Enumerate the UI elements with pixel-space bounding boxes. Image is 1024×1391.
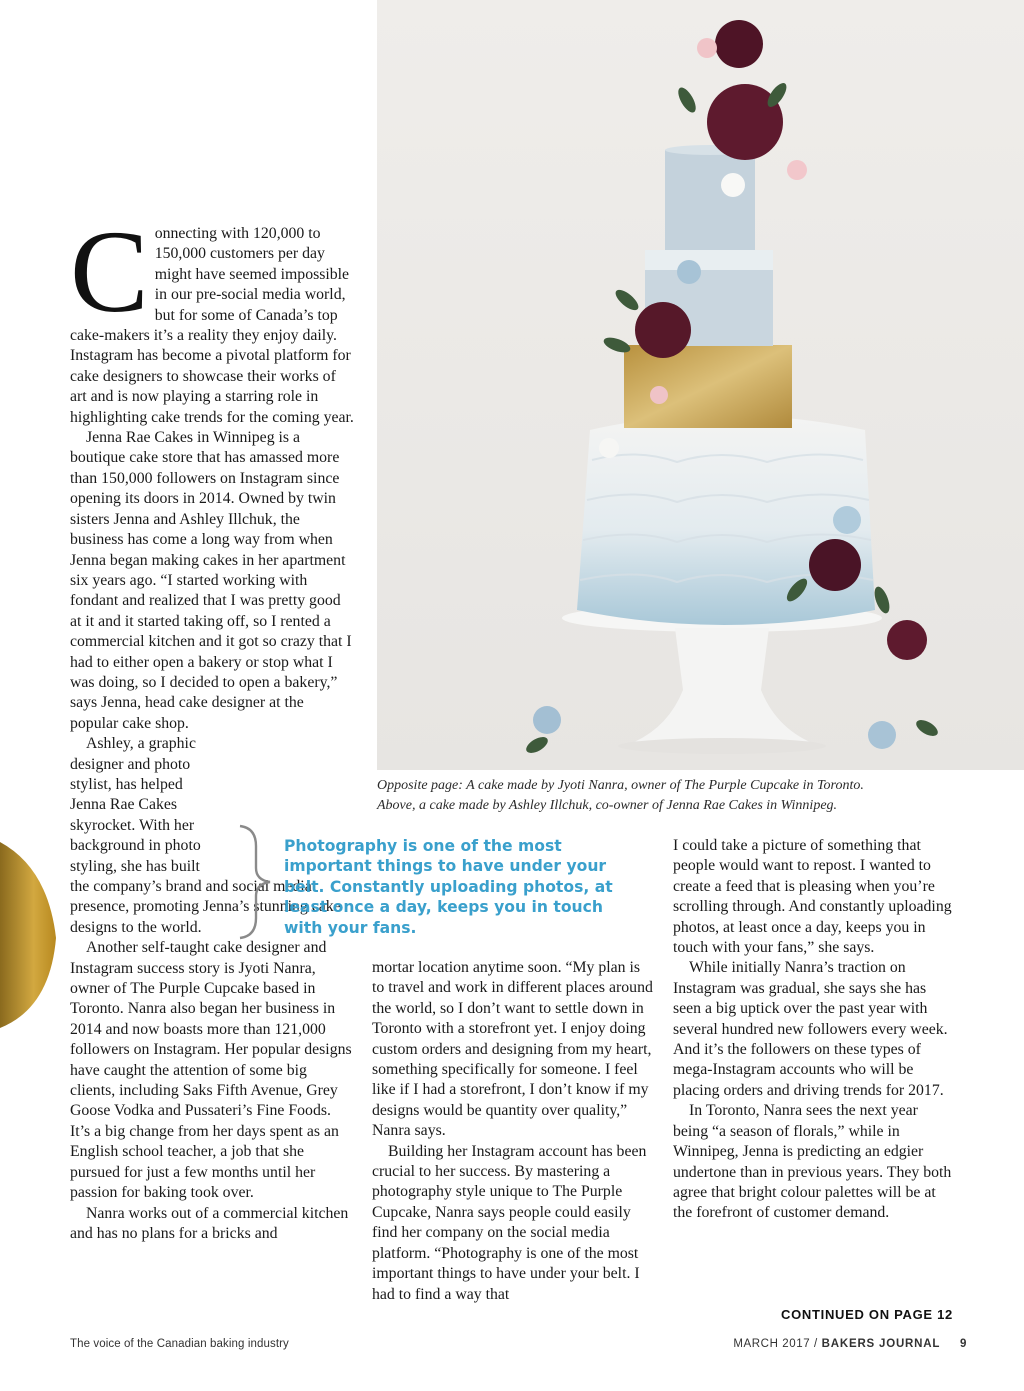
paragraph: While initially Nanra’s traction on Instagram was gradual, she says she has seen a big uptick over the past year with several hundred new followers every week. And it’s the followers on these types of mega-Instagram accounts who will be placing orders and driving trends for 2017. (673, 959, 948, 1099)
drop-cap: C (70, 206, 149, 337)
paragraph: Another self-taught cake designer and Instagram success story is Jyoti Nanra, owner of The Purple Cupcake based in Toronto. Nanra also began her business in 2014 and now boasts more than 121,000 followers on Instagram. Her popular designs have caught the attention of some big clients, including Saks Fifth Avenue, Grey Goose Vodka and Pussateri’s Fine Foods. It’s a big change from her days spent as an English school teacher, a job that she pursued for just a few months until her passion for baking took over. (70, 939, 352, 1202)
gold-plate-edge-icon (0, 828, 60, 1038)
paragraph: Jenna Rae Cakes in Winnipeg is a boutique cake store that has amassed more than 150,000 followers on Instagram since opening its doors in 2014. Owned by twin sisters Jenna and Ashley Illchuk, the business has come a long way from when Jenna began making cakes in her apartment six years ago. “I started working with fondant and realized that I was pretty good at it and it started taking off, so I rented a commercial kitchen and it got so crazy that I had to either open a bakery or stop what I was doing, so I decided to open a bakery,” says Jenna, head cake designer at the popular cake shop. (70, 429, 352, 732)
pull-quote (230, 822, 630, 942)
footer-tagline: The voice of the Canadian baking industry (70, 1338, 289, 1350)
footer-issue: MARCH 2017 / (733, 1338, 818, 1350)
article-column-2 (372, 958, 654, 1305)
photo-caption (377, 776, 1017, 816)
article-column-3 (673, 836, 956, 1224)
footer-folio (733, 1338, 967, 1350)
article-column-1 (70, 206, 354, 1244)
continued-on-page-link[interactable]: CONTINUED ON PAGE 12 (781, 1307, 953, 1322)
paragraph: Building her Instagram account has been crucial to her success. By mastering a photography style unique to The Purple Cupcake, Nanra says people could easily find her company on the social media platform. “Photography is one of the most important things to have under your belt. I had to find a way that (372, 1142, 647, 1303)
page-number: 9 (960, 1338, 967, 1350)
cake-photo (377, 0, 1024, 770)
footer-publication: BAKERS JOURNAL (821, 1338, 941, 1350)
paragraph: I could take a picture of something that people would want to repost. I wanted to create a feed that is pleasing when you’re scrolling through. And constantly uploading photos, at least once a day, keeps you in touch with your fans,” she says. (673, 837, 952, 957)
paragraph: mortar location anytime soon. “My plan is to travel and work in different places around the world, so I don’t want to settle down in Toronto with a storefront yet. I enjoy doing custom orders and designing from my heart, something specifically for someone. I feel like if I had a storefront, I don’t know if my designs would be quantity over quality,” Nanra says. (372, 959, 653, 1140)
paragraph-text: Ashley, a graphic designer and photo stylist, has helped Jenna Rae Cakes skyrocket. With her background in photo styling, she has built the company’s brand and social media presence, promoting Jenna’s stunning cake designs to the world. (70, 735, 341, 936)
caption-line-1: Opposite page: A cake made by Jyoti Nanra, owner of The Purple Cupcake in Toronto. (377, 778, 864, 793)
paragraph: onnecting with 120,000 to 150,000 customers per day might have seemed impossible in our pre-social media world, but for some of Canada’s top cake-makers it’s a reality they enjoy daily. Instagram has become a pivotal platform for cake designers to showcase their works of art and is now playing a starring role in highlighting cake trends for the coming year. (70, 225, 354, 426)
curly-brace-icon (230, 822, 276, 942)
paragraph: Nanra works out of a commercial kitchen and has no plans for a bricks and (70, 1204, 349, 1242)
caption-line-2: Above, a cake made by Ashley Illchuk, co-owner of Jenna Rae Cakes in Winnipeg. (377, 798, 838, 813)
pull-quote-text: Photography is one of the most important things to have under your belt. Constantly uploading photos, at least once a day, keeps you in touch with your fans. (284, 837, 613, 937)
wedding-cake-photo-icon (377, 0, 1024, 770)
paragraph: In Toronto, Nanra sees the next year being “a season of florals,” while in Winnipeg, Jenna is predicting an edgier undertone than in previous years. They both agree that bright colour palettes will be at the forefront of customer demand. (673, 1102, 952, 1222)
